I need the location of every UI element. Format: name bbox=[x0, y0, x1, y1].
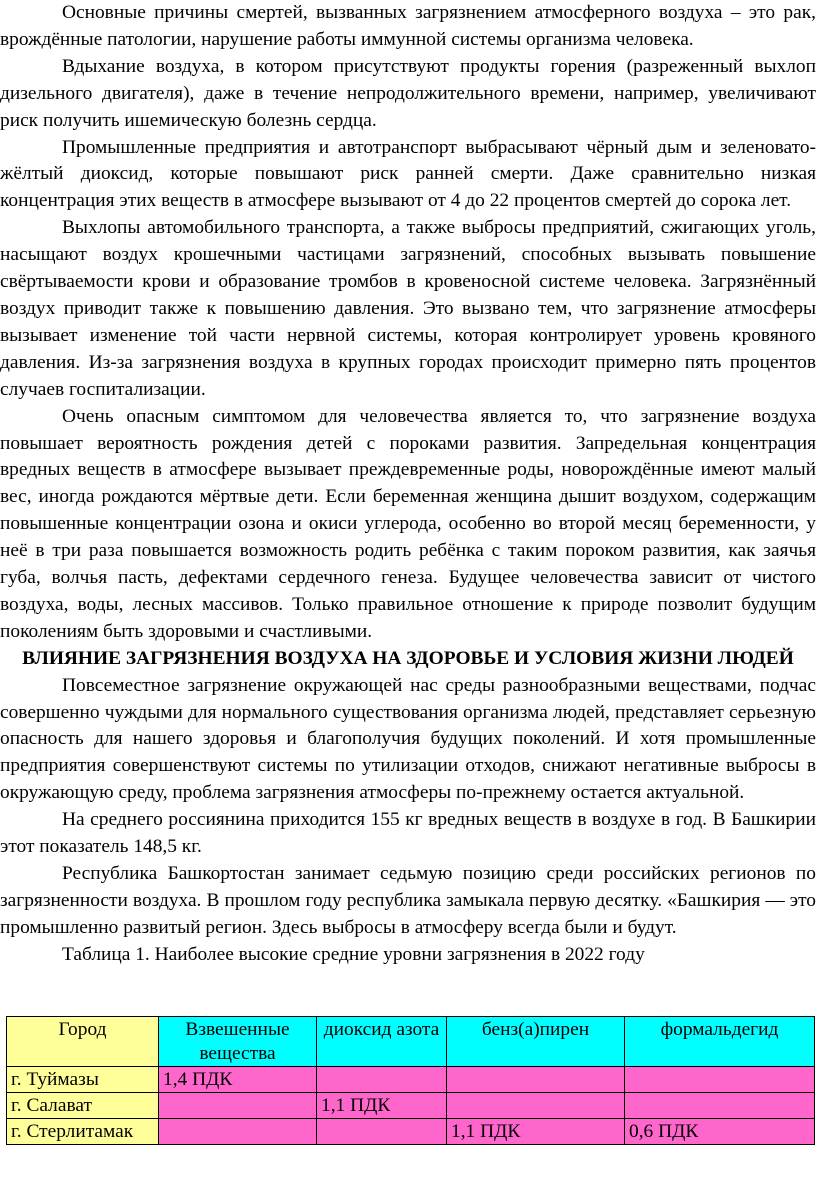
table-row bbox=[7, 1067, 815, 1093]
column-header-benzopyrene: бенз(а)пирен bbox=[447, 1017, 625, 1067]
paragraph-bashkortostan: Республика Башкортостан занимает седьмую позицию среди российских регионов по загрязненности воздуха. В прошлом году республика замыкала первую десятку. «Башкирия — это промышленно развитый регион. Здесь выбросы в атмосферу всегда были и будут. bbox=[0, 863, 816, 938]
paragraph-per-capita: На среднего россиянина приходится 155 кг вредных веществ в воздухе в год. В Башкирии этот показатель 148,5 кг. bbox=[0, 809, 816, 858]
paragraph-exhaust: Выхлопы автомобильного транспорта, а также выбросы предприятий, сжигающих уголь, насыщают воздух крошечными частицами загрязнений, способных вызывать повышение свёртываемости крови и образование тромбов в кровеносной системе человека. Загрязнённый воздух приводит также к повышению давления. Это вызвано тем, что загрязнение атмосферы вызывает изменение той части нервной системы, которая контролирует уровень кровяного давления. Из-за загрязнения воздуха в крупных городах происходит примерно пять процентов случаев госпитализации. bbox=[0, 217, 816, 400]
table-caption: Таблица 1. Наиболее высокие средние уровни загрязнения в 2022 году bbox=[62, 943, 645, 965]
cell-city: г. Туймазы bbox=[7, 1067, 159, 1093]
cell-value bbox=[317, 1119, 447, 1145]
table-row bbox=[7, 1119, 815, 1145]
cell-value: 1,1 ПДК bbox=[317, 1093, 447, 1119]
paragraph-combustion: Вдыхание воздуха, в котором присутствуют продукты горения (разреженный выхлоп дизельного двигателя), даже в течение непродолжительного времени, например, увеличивают риск получить ишемическую болезнь сердца. bbox=[0, 55, 816, 131]
cell-city: г. Стерлитамак bbox=[7, 1119, 159, 1145]
cell-value bbox=[447, 1067, 625, 1093]
section-heading: ВЛИЯНИЕ ЗАГРЯЗНЕНИЯ ВОЗДУХА НА ЗДОРОВЬЕ И УСЛОВИЯ ЖИЗНИ ЛЮДЕЙ bbox=[22, 647, 794, 669]
paragraph-causes: Основные причины смертей, вызванных загрязнением атмосферного воздуха – это рак, врождённые патологии, нарушение работы иммунной системы организма человека. bbox=[0, 2, 816, 50]
column-header-city: Город bbox=[7, 1017, 159, 1067]
cell-value: 0,6 ПДК bbox=[625, 1119, 815, 1145]
cell-value bbox=[159, 1093, 317, 1119]
cell-value: 1,1 ПДК bbox=[447, 1119, 625, 1145]
cell-value bbox=[447, 1093, 625, 1119]
cell-value bbox=[625, 1067, 815, 1093]
pollution-table bbox=[6, 1016, 815, 1145]
cell-value bbox=[159, 1119, 317, 1145]
cell-value bbox=[625, 1093, 815, 1119]
table-row bbox=[7, 1093, 815, 1119]
cell-value: 1,4 ПДК bbox=[159, 1067, 317, 1093]
paragraph-industry: Промышленные предприятия и автотранспорт выбрасывают чёрный дым и зеленовато-жёлтый диоксид, которые повышают риск ранней смерти. Даже сравнительно низкая концентрация этих веществ в атмосфере вызывают от 4 до 22 процентов смертей до сорока лет. bbox=[0, 136, 816, 212]
table-header-row bbox=[7, 1017, 815, 1067]
cell-value bbox=[317, 1067, 447, 1093]
paragraph-pollution-danger: Повсеместное загрязнение окружающей нас среды разнообразными веществами, подчас совершенно чуждыми для нормального существования организма людей, представляет серьезную опасность для нашего здоровья и благополучия будущих поколений. И хотя промышленные предприятия совершенствуют системы по утилизации отходов, снижают негативные выбросы в окружающую среду, проблема загрязнения атмосферы по-прежнему остается актуальной. bbox=[0, 674, 816, 804]
paragraph-birth-defects: Очень опасным симптомом для человечества является то, что загрязнение воздуха повышает вероятность рождения детей с пороками развития. Запредельная концентрация вредных веществ в атмосфере вызывает преждевременные роды, новорождённые имеют малый вес, иногда рождаются мёртвые дети. Если беременная женщина дышит воздухом, содержащим повышенные концентрации озона и окиси углерода, особенно во второй месяц беременности, у неё в три раза повышается возможность родить ребёнка с таким пороком развития, как заячья губа, волчья пасть, дефектами сердечного генеза. Будущее человечества зависит от чистого воздуха, воды, лесных массивов. Только правильное отношение к природе позволит будущим поколениям быть здоровыми и счастливыми. bbox=[0, 405, 816, 642]
column-header-suspended-matter: Взвешенные вещества bbox=[159, 1017, 317, 1067]
cell-city: г. Салават bbox=[7, 1093, 159, 1119]
column-header-formaldehyde: формальдегид bbox=[625, 1017, 815, 1067]
column-header-nitrogen-dioxide: диоксид азота bbox=[317, 1017, 447, 1067]
